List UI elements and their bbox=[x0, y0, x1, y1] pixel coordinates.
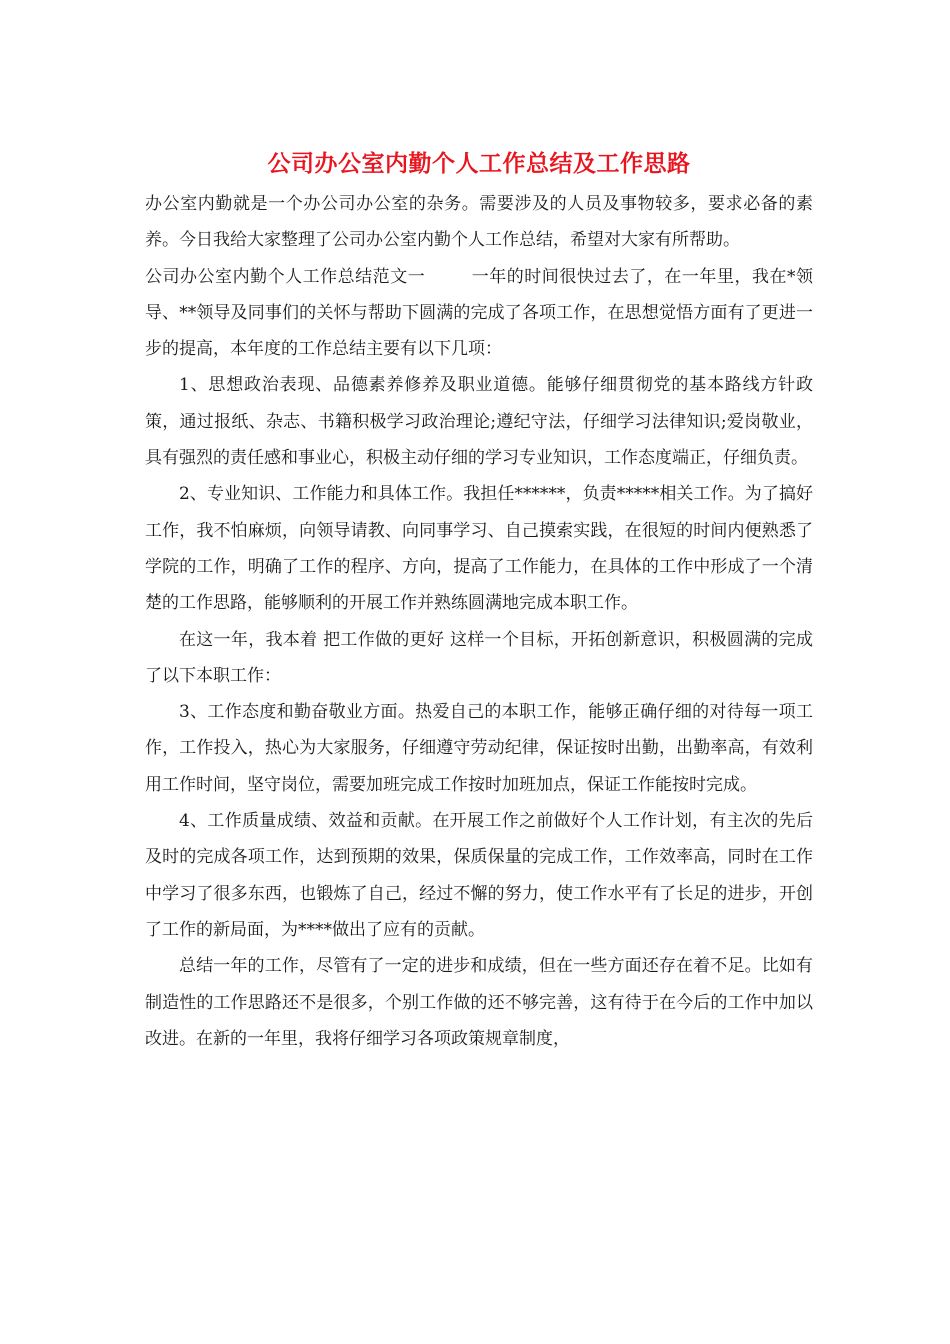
section-opening-paragraph bbox=[145, 259, 813, 368]
intro-paragraph: 办公室内勤就是一个办公司办公室的杂务。需要涉及的人员及事物较多，要求必备的素养。今日我给大家整理了公司办公室内勤个人工作总结，希望对大家有所帮助。 bbox=[145, 194, 813, 251]
document-page bbox=[145, 146, 813, 1057]
document-title: 公司办公室内勤个人工作总结及工作思路 bbox=[267, 150, 691, 177]
opening-text: 一年的时间很快过去了，在一年里，我在*领导、**领导及同事们的关怀与帮助下圆满的完成了各项工作，在思想觉悟方面有了更进一步的提高，本年度的工作总结主要有以下几项： bbox=[145, 266, 814, 360]
body-paragraph-1: 1、思想政治表现、品德素养修养及职业道德。能够仔细贯彻党的基本路线方针政策，通过报纸、杂志、书籍积极学习政治理论;遵纪守法，仔细学习法律知识;爱岗敬业，具有强烈的责任感和事业心，积极主动仔细的学习专业知识，工作态度端正，仔细负责。 bbox=[145, 375, 813, 469]
body-paragraph-2: 2、专业知识、工作能力和具体工作。我担任******，负责*****相关工作。为了搞好工作，我不怕麻烦，向领导请教、向同事学习、自己摸索实践，在很短的时间内便熟悉了学院的工作，明确了工作的程序、方向，提高了工作能力，在具体的工作中形成了一个清楚的工作思路，能够顺利的开展工作并熟练圆满地完成本职工作。 bbox=[145, 484, 813, 614]
body-paragraph-4: 3、工作态度和勤奋敬业方面。热爱自己的本职工作，能够正确仔细的对待每一项工作，工作投入，热心为大家服务，仔细遵守劳动纪律，保证按时出勤，出勤率高，有效利用工作时间，坚守岗位，需要加班完成工作按时加班加点，保证工作能按时完成。 bbox=[145, 702, 813, 795]
body-paragraph-5: 4、工作质量成绩、效益和贡献。在开展工作之前做好个人工作计划，有主次的先后及时的完成各项工作，达到预期的效果，保质保量的完成工作，工作效率高，同时在工作中学习了很多东西，也锻炼了自己，经过不懈的努力，使工作水平有了长足的进步，开创了工作的新局面，为****做出了应有的贡献。 bbox=[145, 811, 813, 940]
body-paragraph-6: 总结一年的工作，尽管有了一定的进步和成绩，但在一些方面还存在着不足。比如有制造性的工作思路还不是很多，个别工作做的还不够完善，这有待于在今后的工作中加以改进。在新的一年里，我将仔细学习各项政策规章制度， bbox=[145, 956, 813, 1049]
section-heading: 公司办公室内勤个人工作总结范文一 bbox=[145, 266, 426, 287]
body-paragraph-3: 在这一年，我本着 把工作做的更好 这样一个目标，开拓创新意识，积极圆满的完成了以下本职工作： bbox=[145, 629, 813, 686]
